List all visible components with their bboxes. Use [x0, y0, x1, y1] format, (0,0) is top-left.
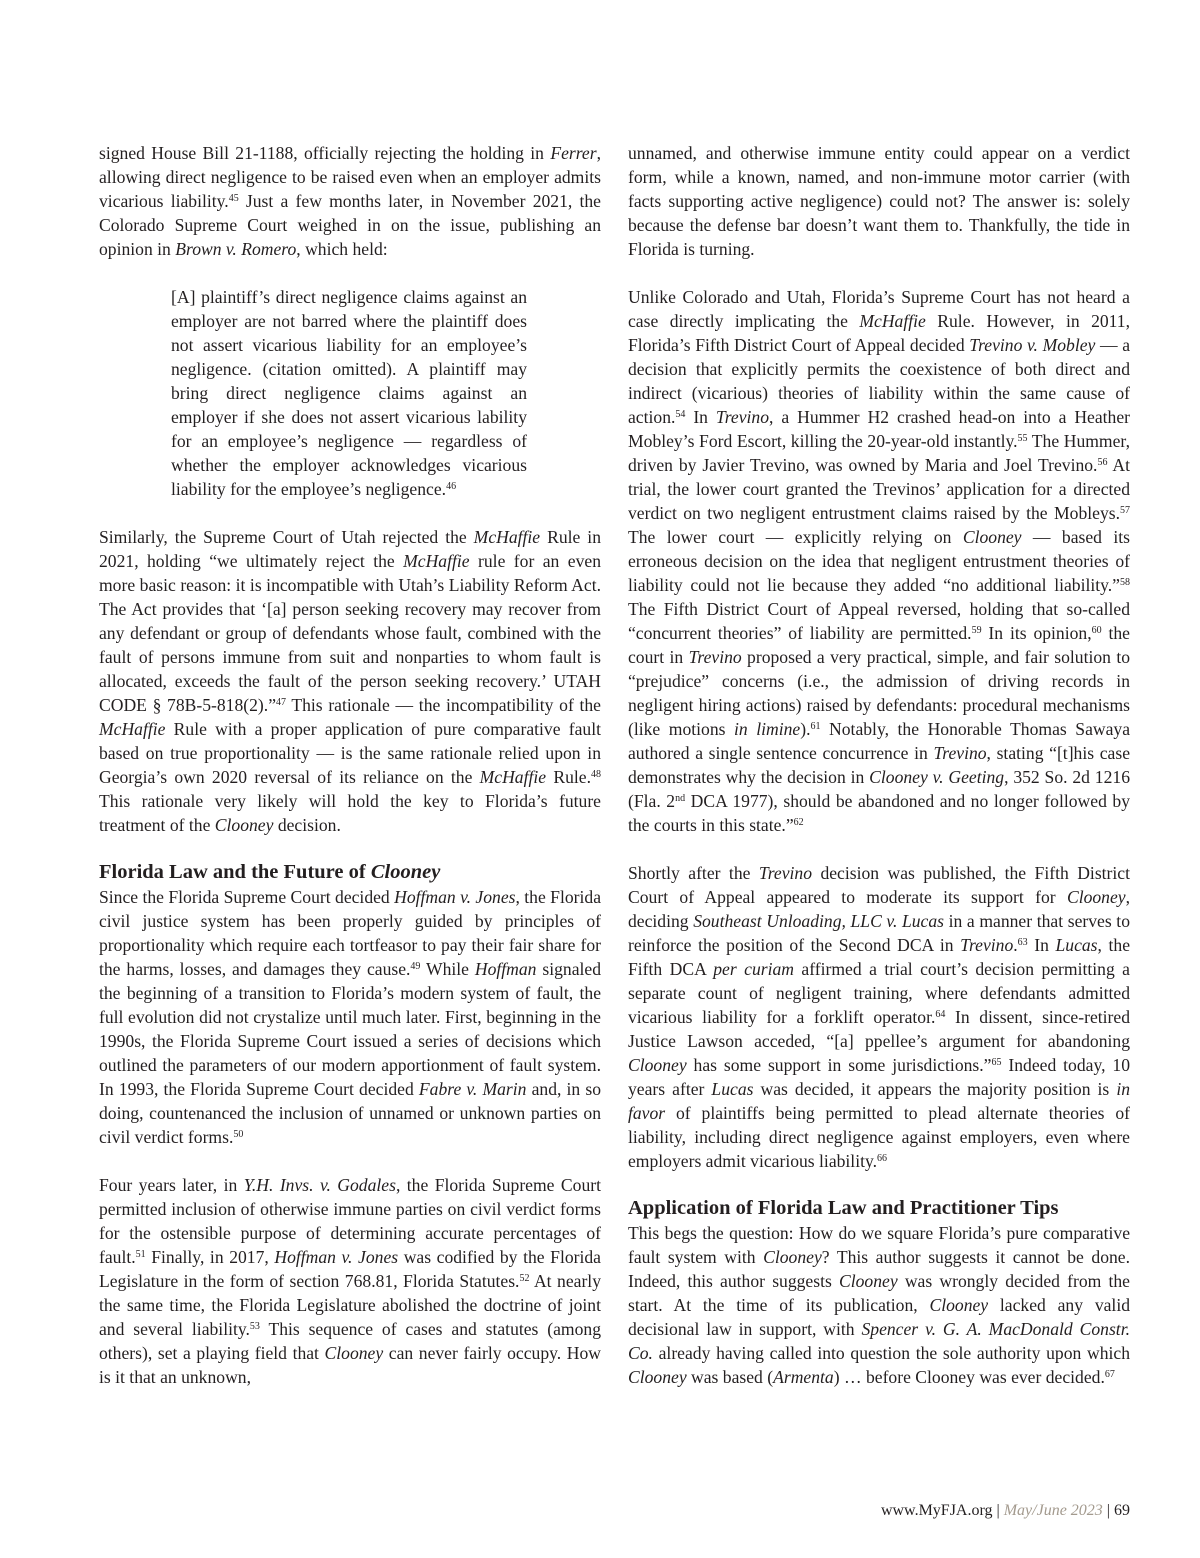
- footnote-ref: 56: [1097, 457, 1108, 469]
- footnote-ref: 62: [793, 817, 804, 829]
- footnote-ref: 64: [935, 1009, 946, 1021]
- left-paragraph-2: Similarly, the Supreme Court of Utah rejected the McHaffie Rule in 2021, holding “we ultimately reject the McHaffie rule for an even more basic reason: it is incompatible with Utah’s Liability Reform Act. The Act provides that ‘[a] person seeking recovery may recover from any defendant or group of defendants whose fault, combined with the fault of persons immune from suit and nonparties to whom fault is allocated, exceeds the fault of the person seeking recovery.’ UTAH CODE § 78B-5-818(2).”$^{47}$ This rationale — the incompatibility of the McHaffie Rule with a proper application of pure comparative fault based on true proportionality — is the same rationale relied upon in Georgia’s own 2020 reversal of its reliance on the McHaffie Rule.$^{48}$ This rationale very likely will hold the key to Florida’s future treatment of the Clooney decision.: [99, 527, 601, 835]
- footnote-ref: 50: [233, 1129, 244, 1141]
- footnote-ref: 54: [675, 409, 686, 421]
- footer-separator: |: [992, 1502, 1004, 1519]
- footnote-ref: 47: [276, 697, 286, 709]
- footer-separator: |: [1102, 1502, 1114, 1519]
- footnote-ref: 66: [877, 1153, 888, 1165]
- footnote-ref: 60: [1091, 625, 1102, 637]
- left-paragraph-4: Four years later, in Y.H. Invs. v. Godales, the Florida Supreme Court permitted inclusion of otherwise immune parties on civil verdict forms for the ostensible purpose of determining accurate percentages of fault.$^{51}$ Finally, in 2017, Hoffman v. Jones was codified by the Florida Legislature in the form of section 768.81, Florida Statutes.$^{52}$ At nearly the same time, the Florida Legislature abolished the doctrine of joint and several liability.$^{53}$ This sequence of cases and statutes (among others), set a playing field that Clooney can never fairly occupy. How is it that an unknown,: [99, 1175, 601, 1387]
- section-heading-florida-law: Florida Law and the Future of Clooney: [99, 861, 441, 883]
- footnote-ref: 48: [590, 769, 601, 781]
- footnote-ref: 65: [991, 1057, 1002, 1069]
- right-paragraph-3: Shortly after the Trevino decision was published, the Fifth District Court of Appeal appeared to moderate its support for Clooney, deciding Southeast Unloading, LLC v. Lucas in a manner that serves to reinforce the position of the Second DCA in Trevino.$^{63}$ In Lucas, the Fifth DCA per curiam affirmed a trial court’s decision permitting a separate count of negligent training, where defendants admitted vicarious liability for a forklift operator.$^{64}$ In dissent, since-retired Justice Lawson acceded, “[a] ppellee’s argument for abandoning Clooney has some support in some jurisdictions.”$^{65}$ Indeed today, 10 years after Lucas was decided, it appears the majority position is in favor of plaintiffs being permitted to plead alternate theories of liability, including direct negligence against employers, even where employers admit vicarious liability.$^{66}$: [628, 863, 1131, 1171]
- footnote-ref: 53: [249, 1321, 260, 1333]
- left-paragraph-3: Since the Florida Supreme Court decided Hoffman v. Jones, the Florida civil justice system has been properly guided by principles of proportionality which require each tortfeasor to pay their fair share for the harms, losses, and damages they cause.$^{49}$ While Hoffman signaled the beginning of a transition to Florida’s modern system of fault, the full evolution did not crystalize until much later. First, beginning in the 1990s, the Florida Supreme Court issued a series of decisions which outlined the parameters of our modern apportionment of fault system. In 1993, the Florida Supreme Court decided Fabre v. Marin and, in so doing, countenanced the inclusion of unnamed or unknown parties on civil verdict forms.$^{50}$: [99, 887, 602, 1147]
- left-paragraph-1: signed House Bill 21-1188, officially rejecting the holding in Ferrer, allowing direct negligence to be raised even when an employer admits vicarious liability.$^{45}$ Just a few months later, in November 2021, the Colorado Supreme Court weighed in on the issue, publishing an opinion in Brown v. Romero, which held:: [99, 143, 601, 259]
- right-paragraph-2: Unlike Colorado and Utah, Florida’s Supreme Court has not heard a case directly implicating the McHaffie Rule. However, in 2011, Florida’s Fifth District Court of Appeal decided Trevino v. Mobley — a decision that explicitly permits the coexistence of both direct and indirect (vicarious) theories of liability within the same cause of action.$^{54}$ In Trevino, a Hummer H2 crashed head-on into a Heather Mobley’s Ford Escort, killing the 20-year-old instantly.$^{55}$ The Hummer, driven by Javier Trevino, was owned by Maria and Joel Trevino.$^{56}$ At trial, the lower court granted the Trevinos’ application for a directed verdict on two negligent entrustment claims raised by the Mobleys.$^{57}$ The lower court — explicitly relying on Clooney — based its erroneous decision on the idea that negligent entrustment theories of liability could not lie because they added “no additional liability.”$^{58}$ The Fifth District Court of Appeal reversed, holding that so-called “concurrent theories” of liability are permitted.$^{59}$ In its opinion,$^{60}$ the court in Trevino proposed a very practical, simple, and fair solution to “prejudice” concerns (i.e., the admission of driving records in negligent hiring actions) raised by defendants: procedural mechanisms (like motions in limine).$^{61}$ Notably, the Honorable Thomas Sawaya authored a single sentence concurrence in Trevino, stating “[t]his case demonstrates why the decision in Clooney v. Geeting, 352 So. 2d 1216 (Fla. 2nd DCA 1977), should be abandoned and no longer followed by the courts in this state.”$^{62}$: [628, 287, 1131, 835]
- block-quote: [A] plaintiff’s direct negligence claims against an employer are not barred where the plaintiff does not assert vicarious liability for an employee’s negligence. (citation omitted). A plaintiff may bring direct negligence claims against an employer if she does not assert vicarious lability for an employee’s negligence — regardless of whether the employer acknowledges vicarious liability for the employee’s negligence.$^{46}$: [171, 287, 527, 499]
- footnote-ref: 45: [228, 193, 239, 205]
- footnote-ref: 46: [446, 481, 457, 493]
- footnote-ref: 59: [971, 625, 982, 637]
- footnote-ref: 55: [1017, 433, 1028, 445]
- footnote-ref: 63: [1017, 937, 1028, 949]
- page-number: 69: [1114, 1502, 1130, 1519]
- footnote-ref: 57: [1120, 505, 1130, 517]
- issue-date: May/June 2023: [1003, 1502, 1103, 1519]
- section-heading-application: Application of Florida Law and Practitioner Tips: [628, 1197, 1059, 1219]
- footnote-ref: 58: [1120, 577, 1130, 589]
- footnote-ref: 51: [135, 1249, 146, 1261]
- footnote-ref: 49: [410, 961, 421, 973]
- ordinal-superscript: nd: [675, 793, 686, 805]
- footnote-ref: 67: [1104, 1369, 1115, 1381]
- right-paragraph-1: unnamed, and otherwise immune entity could appear on a verdict form, while a known, named, and non-immune motor carrier (with facts supporting active negligence) could not? The answer is: solely because the defense bar doesn’t want them to. Thankfully, the tide in Florida is turning.: [628, 143, 1130, 259]
- left-column: [99, 141, 601, 1389]
- footnote-ref: 61: [810, 721, 821, 733]
- right-paragraph-4: This begs the question: How do we square Florida’s pure comparative fault system with Clooney? This author suggests it cannot be done. Indeed, this author suggests Clooney was wrongly decided from the start. At the time of its publication, Clooney lacked any valid decisional law in support, with Spencer v. G. A. MacDonald Constr. Co. already having called into question the sole authority upon which Clooney was based (Armenta) … before Clooney was ever decided.$^{67}$: [628, 1223, 1131, 1387]
- footnote-ref: 52: [519, 1273, 530, 1285]
- right-column: [628, 141, 1130, 1389]
- page-footer: [881, 1501, 1130, 1521]
- website-url: www.MyFJA.org: [880, 1502, 993, 1519]
